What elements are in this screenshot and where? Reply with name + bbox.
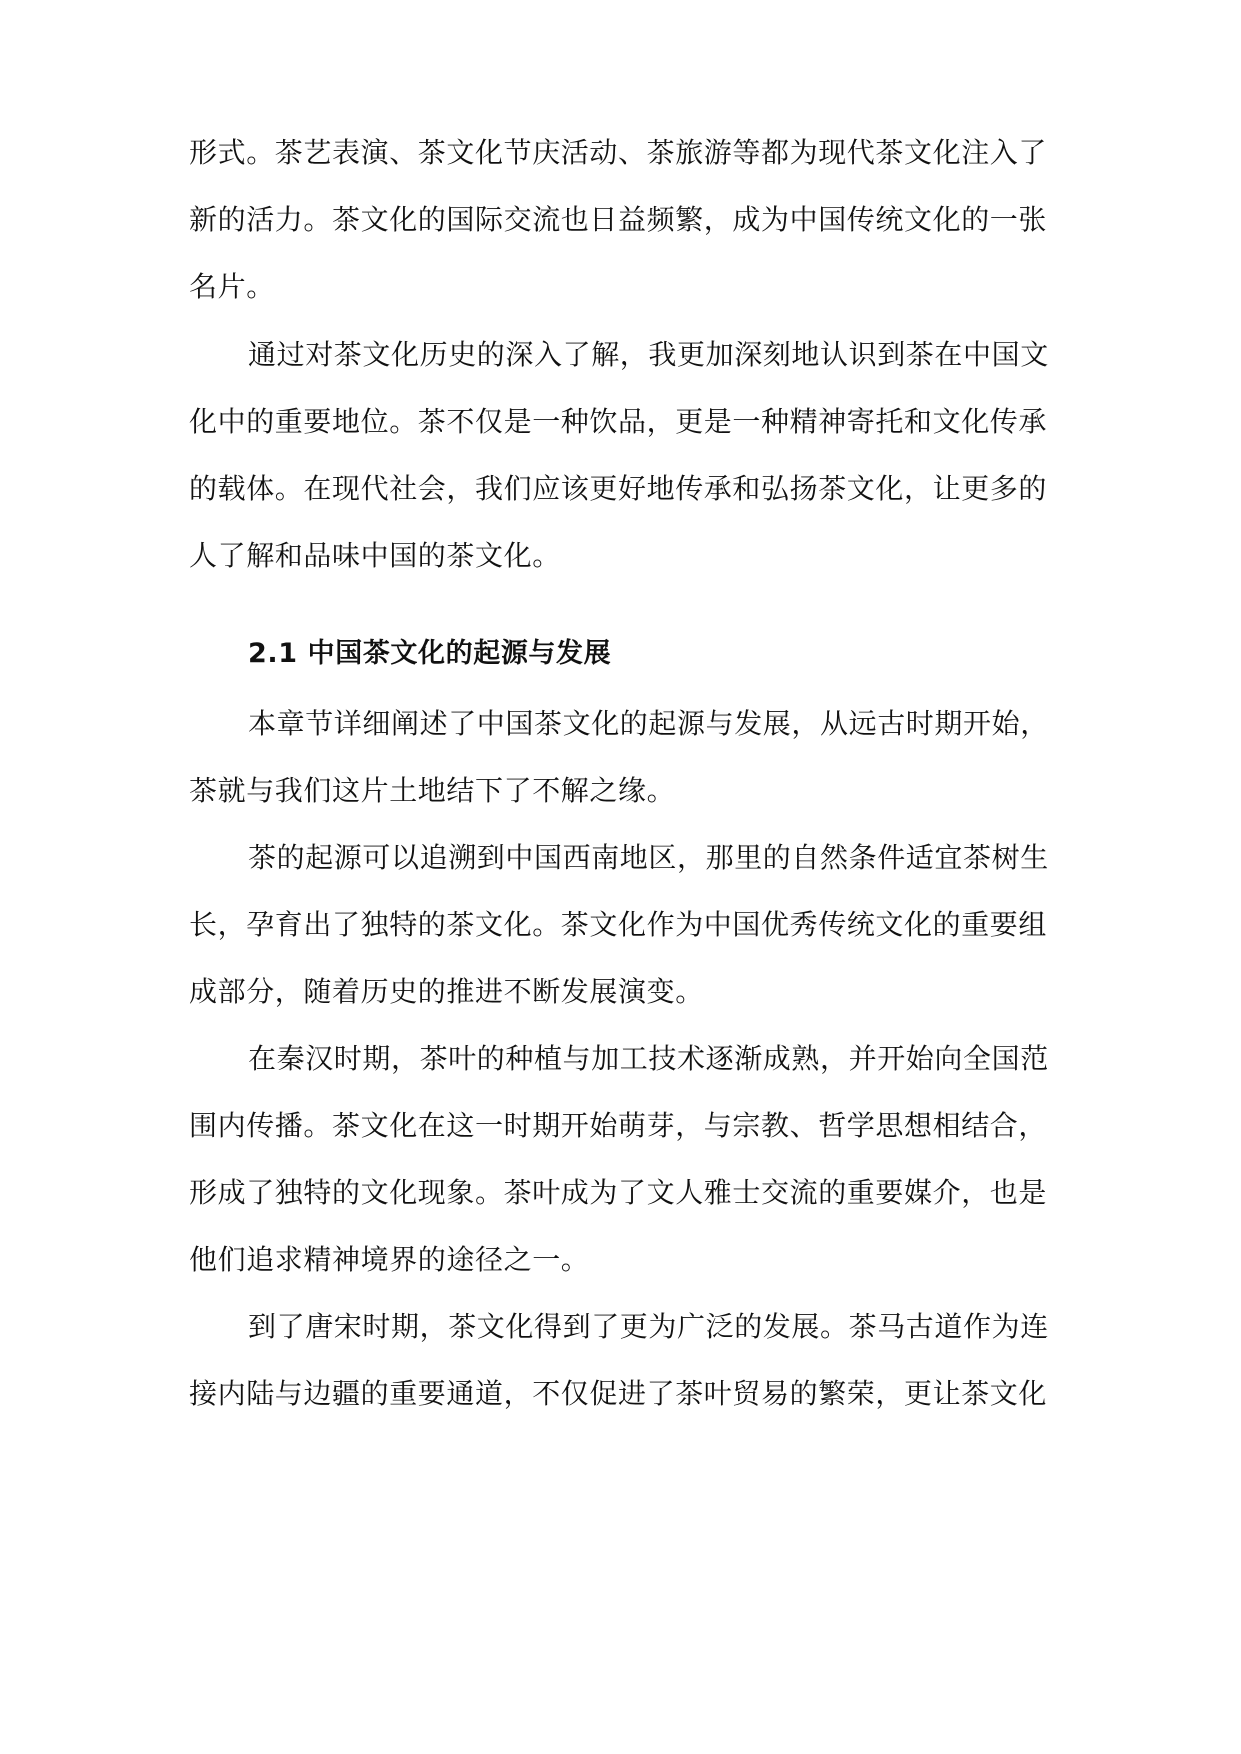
text-line: 通过对茶文化历史的深入了解，我更加深刻地认识到茶在中国文 (248, 338, 1049, 371)
text-line: 化中的重要地位。茶不仅是一种饮品，更是一种精神寄托和文化传承 (189, 405, 1048, 438)
text-line: 围内传播。茶文化在这一时期开始萌芽，与宗教、哲学思想相结合， (189, 1109, 1048, 1142)
text-line: 名片。 (189, 270, 275, 303)
text-line: 本章节详细阐述了中国茶文化的起源与发展，从远古时期开始， (248, 707, 1049, 740)
text-line: 他们追求精神境界的途径之一。 (189, 1243, 590, 1276)
section-heading: 2.1 中国茶文化的起源与发展 (248, 638, 612, 669)
text-line: 成部分，随着历史的推进不断发展演变。 (189, 975, 704, 1008)
text-line: 到了唐宋时期，茶文化得到了更为广泛的发展。茶马古道作为连 (248, 1310, 1049, 1343)
text-line: 在秦汉时期，茶叶的种植与加工技术逐渐成熟，并开始向全国范 (248, 1042, 1049, 1075)
text-line: 形成了独特的文化现象。茶叶成为了文人雅士交流的重要媒介，也是 (189, 1176, 1048, 1209)
text-line: 的载体。在现代社会，我们应该更好地传承和弘扬茶文化，让更多的 (189, 472, 1048, 505)
text-line: 茶的起源可以追溯到中国西南地区，那里的自然条件适宜茶树生 (248, 841, 1049, 874)
text-line: 长，孕育出了独特的茶文化。茶文化作为中国优秀传统文化的重要组 (189, 908, 1048, 941)
text-line: 形式。茶艺表演、茶文化节庆活动、茶旅游等都为现代茶文化注入了 (189, 136, 1048, 169)
text-line: 人了解和品味中国的茶文化。 (189, 539, 561, 572)
text-line: 接内陆与边疆的重要通道，不仅促进了茶叶贸易的繁荣，更让茶文化 (189, 1377, 1048, 1410)
text-line: 新的活力。茶文化的国际交流也日益频繁，成为中国传统文化的一张 (189, 203, 1048, 236)
text-line: 茶就与我们这片土地结下了不解之缘。 (189, 774, 676, 807)
